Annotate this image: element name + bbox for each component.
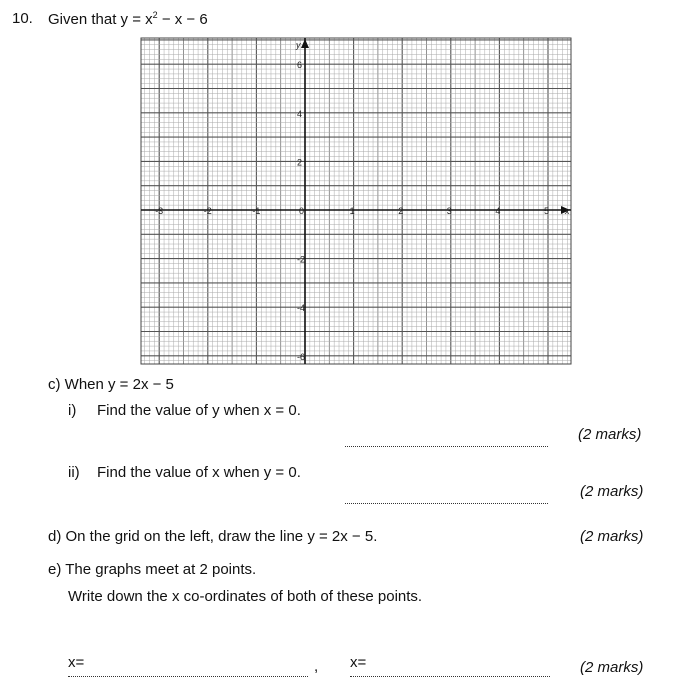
x-tick-label: 3 xyxy=(446,206,452,216)
answer-line-e-x2[interactable] xyxy=(350,676,550,677)
answer-line-e-x1[interactable] xyxy=(68,676,308,677)
part-c-heading: c) When y = 2x − 5 xyxy=(48,376,174,393)
x-tick-label: -3 xyxy=(155,206,164,216)
part-c-ii-text: Find the value of x when y = 0. xyxy=(97,464,301,481)
y-tick-label: 2 xyxy=(297,157,303,168)
prompt-prefix: Given that y = x xyxy=(48,11,153,28)
grid-lines xyxy=(141,38,571,364)
x-tick-label: 5 xyxy=(544,206,550,216)
part-e-x1-label: x= xyxy=(68,654,85,671)
part-e-marks: (2 marks) xyxy=(580,659,644,676)
part-d-marks: (2 marks) xyxy=(580,528,644,545)
grid-border xyxy=(141,38,571,364)
part-c-i-marks: (2 marks) xyxy=(578,426,642,443)
y-tick-label: -4 xyxy=(297,303,306,314)
x-tick-label: 4 xyxy=(495,206,501,216)
x-tick-label: -2 xyxy=(203,206,212,216)
y-axis-label: y xyxy=(296,40,301,50)
x-tick-label: 0 xyxy=(299,206,305,216)
prompt-suffix: − x − 6 xyxy=(157,11,208,28)
x-tick-label: -1 xyxy=(252,206,261,216)
axes xyxy=(141,38,571,364)
question-number: 10. xyxy=(12,10,33,27)
part-e-line2: Write down the x co-ordinates of both of these points. xyxy=(68,588,423,605)
part-d-text: d) On the grid on the left, draw the line y = 2x − 5. xyxy=(48,528,378,545)
part-c-i-label: i) xyxy=(68,402,77,419)
x-tick-label: 2 xyxy=(398,206,404,216)
part-e-separator: , xyxy=(314,658,319,675)
y-tick-label: -6 xyxy=(297,351,306,362)
tick-labels xyxy=(155,60,549,362)
part-c-i-text: Find the value of y when x = 0. xyxy=(97,402,301,419)
x-tick-label: 1 xyxy=(349,206,355,216)
x-axis-label: x xyxy=(565,206,570,216)
part-c-ii-label: ii) xyxy=(68,464,80,481)
part-e-x2-label: x= xyxy=(350,654,367,671)
y-tick-label: 4 xyxy=(297,108,303,119)
y-tick-label: -2 xyxy=(297,254,306,265)
part-c-ii-marks: (2 marks) xyxy=(580,483,644,500)
answer-line-c-i[interactable] xyxy=(345,446,548,447)
part-e-line1: e) The graphs meet at 2 points. xyxy=(48,561,257,578)
answer-line-c-ii[interactable] xyxy=(345,503,548,504)
y-tick-label: 6 xyxy=(297,60,303,71)
prompt-superscript: 2 xyxy=(152,10,158,20)
